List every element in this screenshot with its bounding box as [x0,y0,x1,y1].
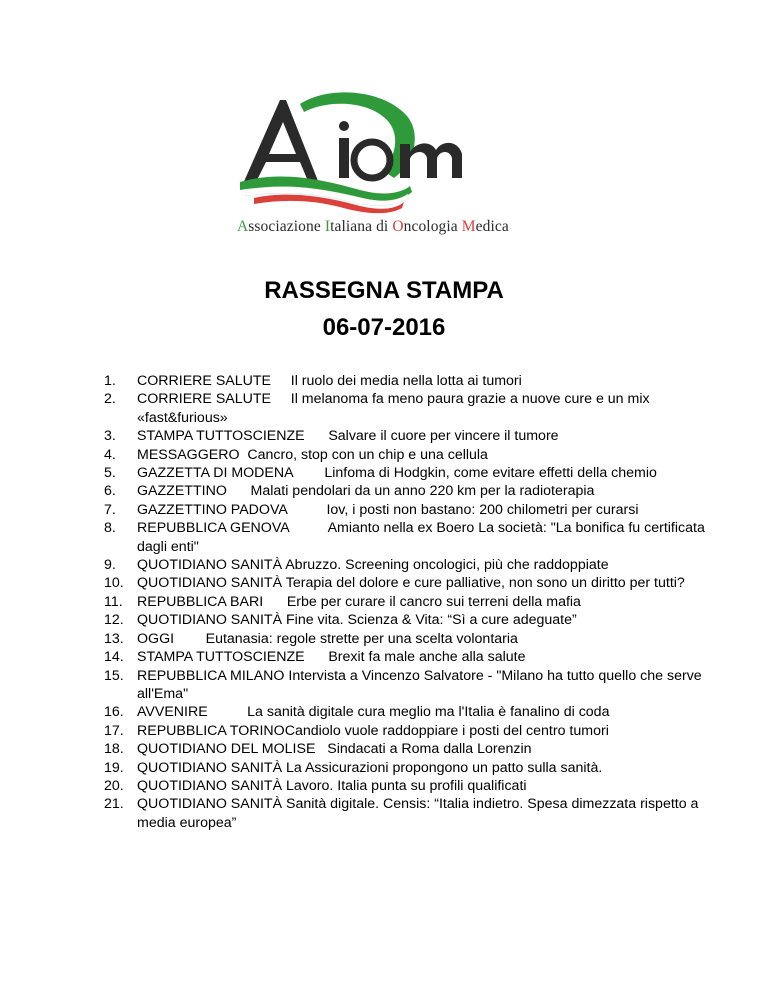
press-item-source: REPUBBLICA GENOVA [137,520,289,537]
press-item-headline: Amianto nella ex Boero La società: "La bonifica fu certificata dagli enti" [137,520,705,555]
press-item-source: GAZZETTA DI MODENA [137,465,293,482]
press-item-headline: Abruzzo. Screening oncologici, più che raddoppiate [285,557,609,574]
press-item [104,501,724,519]
press-item-source: QUOTIDIANO SANITÀ [137,777,283,794]
press-item-headline: Linfoma di Hodgkin, come evitare effetti della chemio [324,465,657,482]
press-item [104,390,724,427]
press-item [104,667,724,704]
aiom-logo-mark [232,86,532,216]
press-item-headline: Cancro, stop con un chip e una cellula [247,446,488,463]
press-item-number: 17. [104,722,124,739]
logo-caption-c-rest: ncologia [403,218,462,235]
press-item-headline: Il ruolo dei media nella lotta ai tumori [290,373,522,389]
press-item [104,740,724,758]
press-item-number: 9. [104,557,116,574]
press-item-headline: Intervista a Vincenzo Salvatore - "Milano ha tutto quello che serve all'Ema" [137,667,702,702]
press-item [104,611,724,629]
press-item-headline: Terapia del dolore e cure palliative, non sono un diritto per tutti? [285,575,685,592]
press-item-number: 21. [104,796,124,813]
press-item-headline: Candiolo vuole raddoppiare i posti del centro tumori [284,722,609,739]
press-item [104,795,724,832]
press-item [104,427,724,445]
press-item-gap [271,373,291,389]
press-item [104,372,724,390]
press-item-headline: Il melanoma fa meno paura grazie a nuove cure e un mix «fast&furious» [137,391,650,426]
press-item [104,777,724,795]
press-item-gap [287,502,326,518]
press-item-source: GAZZETTINO PADOVA [137,501,288,518]
press-item-source: AVVENIRE [137,704,208,721]
press-item-headline: Lavoro. Italia punta su profili qualificati [286,777,527,794]
press-item-source: QUOTIDIANO DEL MOLISE [137,741,316,758]
logo-caption [237,218,509,236]
logo-caption-a: A [237,218,249,235]
press-review-list [104,372,724,832]
press-item-number: 7. [104,501,116,518]
press-item [104,648,724,666]
press-item [104,556,724,574]
press-item [104,759,724,777]
press-item-number: 18. [104,741,124,758]
press-item [104,593,724,611]
press-item-source: STAMPA TUTTOSCIENZE [137,428,305,445]
press-item-number: 5. [104,465,116,482]
press-item-gap [289,520,328,536]
logo-caption-b: I [324,218,331,235]
press-item-number: 4. [104,446,116,463]
press-item-source: GAZZETTINO [137,483,227,500]
press-item-source: CORRIERE SALUTE [137,373,272,389]
press-item-gap [271,391,291,407]
logo-caption-c: O [392,218,404,235]
press-item-headline: La sanità digitale cura meglio ma l'Italia è fanalino di coda [247,704,610,721]
press-item-number: 1. [104,373,116,389]
logo-caption-d: M [461,218,476,235]
press-item-gap [174,631,206,647]
press-item-number: 3. [104,428,116,445]
press-item-headline: Sindacati a Roma dalla Lorenzin [327,741,532,758]
press-item-gap [315,741,327,757]
press-item-headline: Iov, i posti non bastano: 200 chilometri per curarsi [326,501,639,518]
press-item-headline: Brexit fa male anche alla salute [328,649,526,666]
press-item-headline: Malati pendolari da un anno 220 km per la radioterapia [250,483,595,500]
press-item-gap [293,465,325,481]
press-item-number: 16. [104,704,124,721]
press-item [104,446,724,464]
press-item-number: 12. [104,612,124,629]
press-item-source: OGGI [137,630,175,647]
logo-caption-b-rest: taliana di [330,218,393,235]
press-item-gap [227,483,251,499]
logo-caption-a-rest: ssociazione [248,218,325,235]
press-item [104,722,724,740]
press-item-source: QUOTIDIANO SANITÀ [137,557,283,574]
page-date: 06-07-2016 [322,314,446,341]
press-item-source: REPUBBLICA MILANO [137,667,285,684]
press-item-headline: Erbe per curare il cancro sui terreni della mafia [286,593,581,610]
press-item-number: 15. [104,667,124,684]
press-item-gap [263,594,287,610]
press-item-source: QUOTIDIANO SANITÀ [137,575,283,592]
press-item-headline: Eutanasia: regole strette per una scelta volontaria [205,630,518,647]
press-item-headline: Salvare il cuore per vincere il tumore [328,428,559,445]
press-item-number: 19. [104,759,124,776]
press-item-gap [305,428,329,444]
press-item [104,464,724,482]
press-item-source: QUOTIDIANO SANITÀ [137,759,283,776]
press-item [104,630,724,648]
press-item [104,519,724,556]
press-item-number: 11. [104,593,123,610]
press-item-number: 8. [104,520,116,537]
press-item-source: REPUBBLICA BARI [137,593,264,610]
aiom-logo [232,86,532,246]
press-item [104,703,724,721]
press-item-source: STAMPA TUTTOSCIENZE [137,649,305,666]
press-item-number: 6. [104,483,116,500]
press-item-headline: La Assicurazioni propongono un patto sulla sanità. [286,759,603,776]
logo-caption-d-rest: edica [475,218,509,235]
press-item-source: CORRIERE SALUTE [137,391,272,408]
press-item-source: QUOTIDIANO SANITÀ [137,796,283,813]
press-item-gap [208,704,247,720]
press-item-source: REPUBBLICA TORINO [137,722,285,739]
press-item-number: 10. [104,575,124,592]
press-item [104,482,724,500]
press-item-headline: Sanità digitale. Censis: “Italia indietro. Spesa dimezzata rispetto a media europea” [137,796,699,831]
press-item-headline: Fine vita. Scienza & Vita: “Sì a cure adeguate” [286,612,577,629]
press-item-number: 13. [104,630,124,647]
press-item-number: 20. [104,777,124,794]
press-item [104,574,724,592]
press-item-source: QUOTIDIANO SANITÀ [137,612,283,629]
press-item-source: MESSAGGERO [137,446,240,463]
press-item-number: 2. [104,391,116,408]
page-title: RASSEGNA STAMPA [264,277,504,304]
press-item-number: 14. [104,649,124,666]
press-item-gap [305,649,329,665]
